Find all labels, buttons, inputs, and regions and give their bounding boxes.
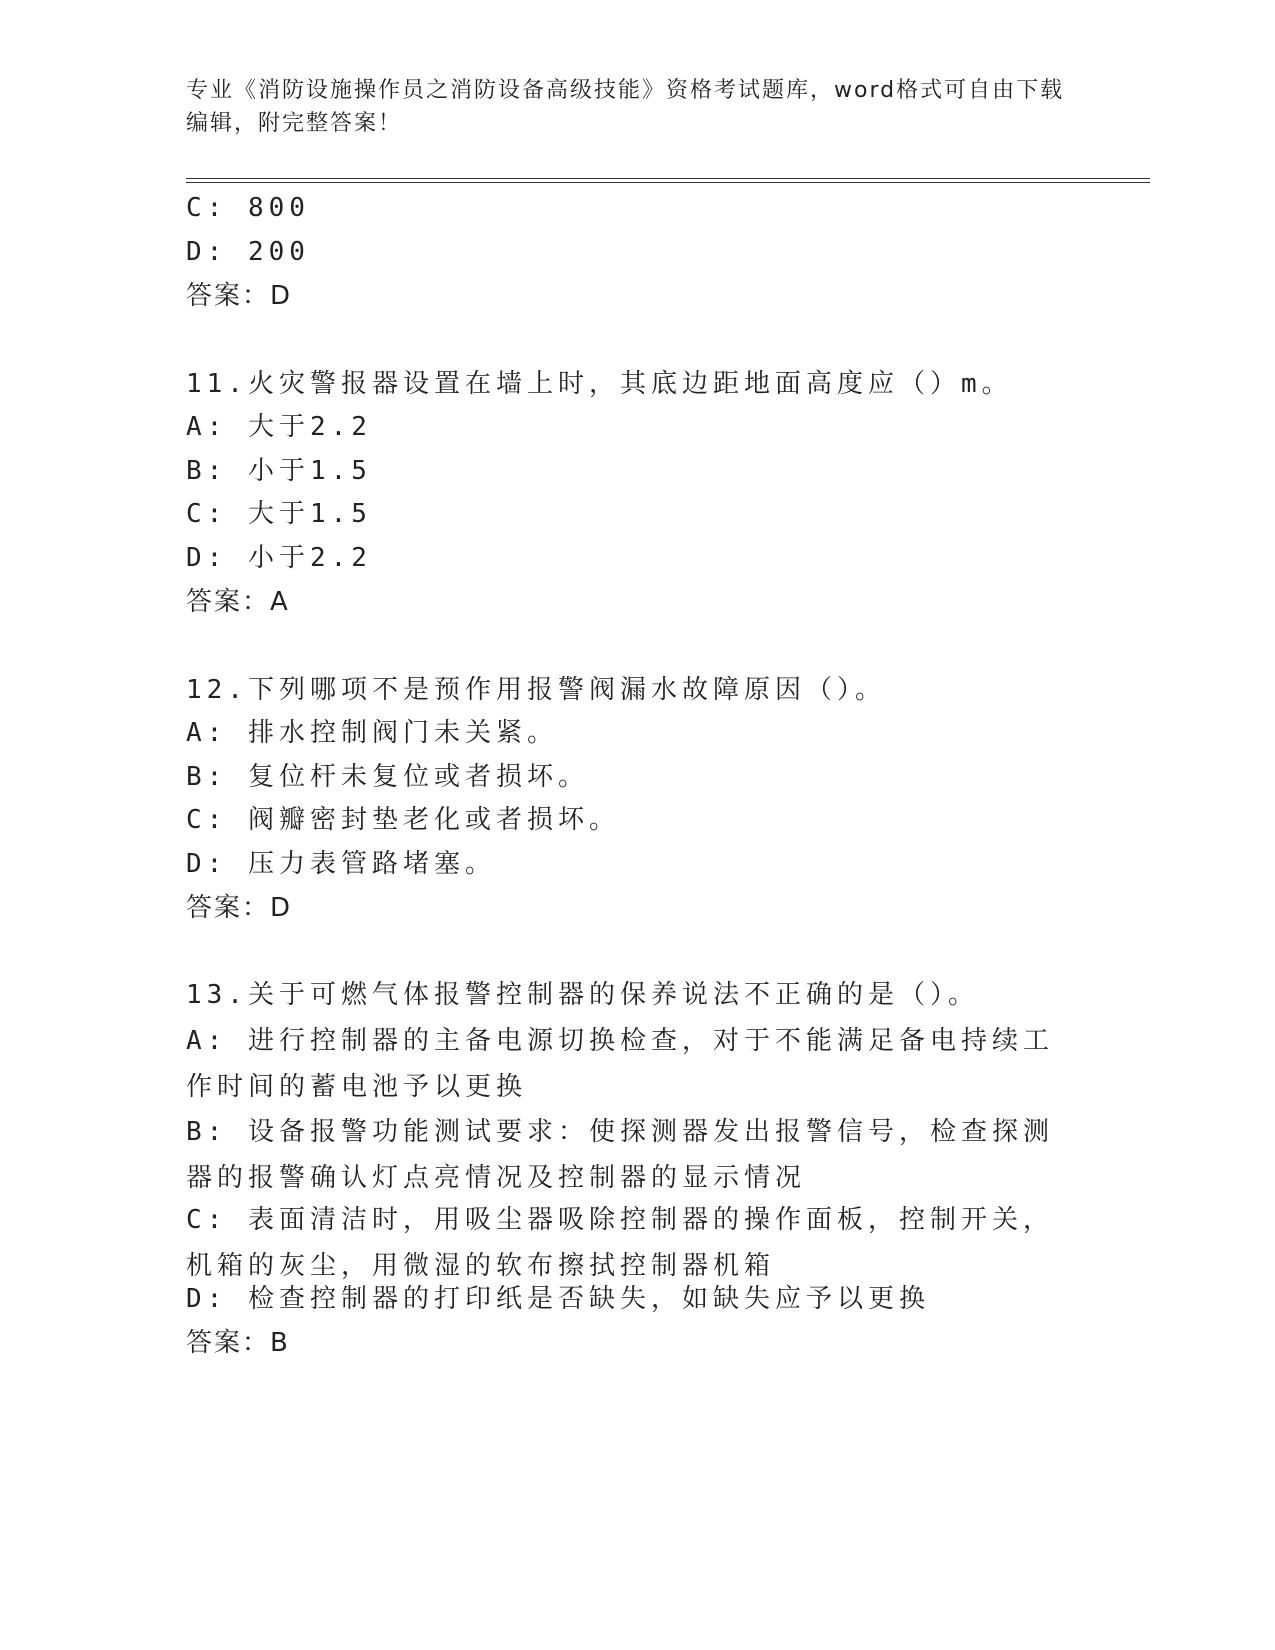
prev-answer: 答案：D <box>186 281 293 311</box>
question-12-answer: 答案：D <box>186 893 293 923</box>
question-13-option-d: D: 检查控制器的打印纸是否缺失，如缺失应予以更换 <box>186 1284 930 1314</box>
question-11-option-c: C: 大于1.5 <box>186 499 372 529</box>
document-header: 专业《消防设施操作员之消防设备高级技能》资格考试题库，word格式可自由下载编辑，附完整答案！ <box>186 78 1065 136</box>
prev-option-c: C: 800 <box>186 193 310 223</box>
question-12-option-b: B: 复位杆未复位或者损坏。 <box>186 762 589 792</box>
question-13-stem: 13.关于可燃气体报警控制器的保养说法不正确的是（）。 <box>186 980 979 1010</box>
header-divider-top <box>186 178 1150 179</box>
question-12-option-d: D: 压力表管路堵塞。 <box>186 849 496 879</box>
question-11-option-b: B: 小于1.5 <box>186 456 372 486</box>
question-11-option-d: D: 小于2.2 <box>186 543 372 573</box>
question-13-option-c: C: 表面清洁时，用吸尘器吸除控制器的操作面板，控制开关，机箱的灰尘，用微湿的软布擦拭控制器机箱 <box>186 1205 1054 1281</box>
question-12-option-a: A: 排水控制阀门未关紧。 <box>186 718 558 748</box>
question-11-option-a: A: 大于2.2 <box>186 412 372 442</box>
header-divider-bottom <box>186 182 1150 183</box>
question-12-option-c: C: 阀瓣密封垫老化或者损坏。 <box>186 805 620 835</box>
question-13-option-a: A: 进行控制器的主备电源切换检查，对于不能满足备电持续工作时间的蓄电池予以更换 <box>186 1026 1054 1102</box>
question-12-stem: 12.下列哪项不是预作用报警阀漏水故障原因（）。 <box>186 675 886 705</box>
prev-option-d: D: 200 <box>186 237 310 267</box>
question-11-stem: 11.火灾警报器设置在墙上时，其底边距地面高度应（）m。 <box>186 369 1013 399</box>
question-13-answer: 答案：B <box>186 1328 290 1358</box>
question-11-answer: 答案：A <box>186 587 290 617</box>
question-13-option-b: B: 设备报警功能测试要求：使探测器发出报警信号，检查探测器的报警确认灯点亮情况及控制器的显示情况 <box>186 1117 1054 1193</box>
